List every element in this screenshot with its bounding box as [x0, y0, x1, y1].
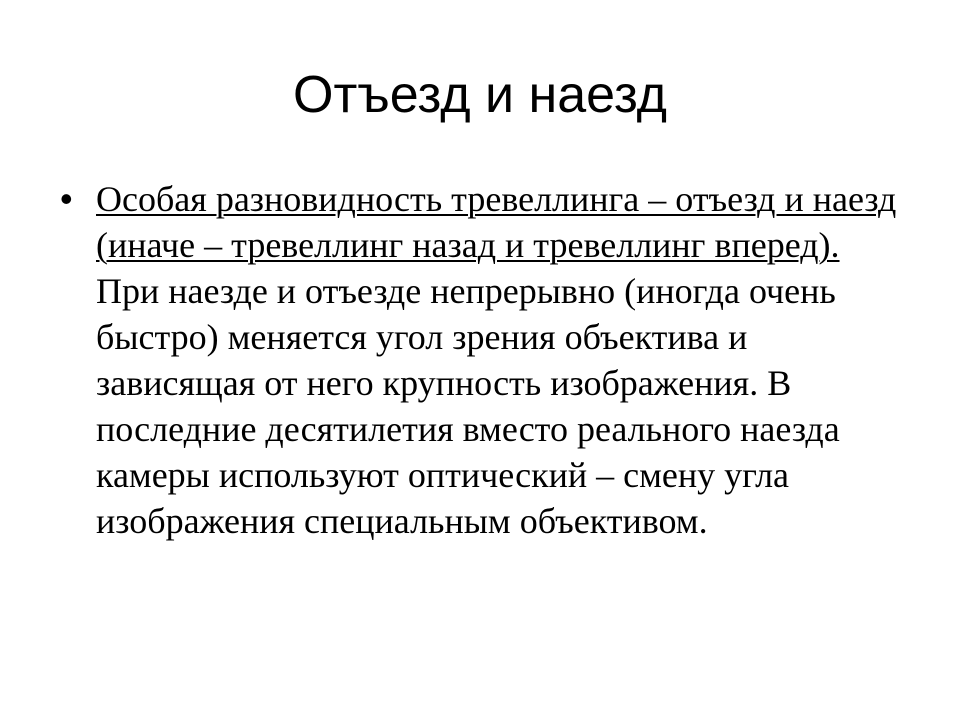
- slide-title: Отъезд и наезд: [293, 66, 667, 124]
- underlined-definition: Особая разновидность тревеллинга – отъезд и наезд (иначе – тревеллинг назад и тревеллинг вперед).: [96, 179, 897, 265]
- explanation-text: При наезде и отъезде непрерывно (иногда очень быстро) меняется угол зрения объектива и зависящая от него крупность изображения. В последние десятилетия вместо реального наезда камеры используют оптический – смену угла изображения специальным объективом.: [96, 271, 840, 541]
- bullet-point-icon: •: [60, 178, 73, 219]
- bullet-text: [96, 176, 908, 544]
